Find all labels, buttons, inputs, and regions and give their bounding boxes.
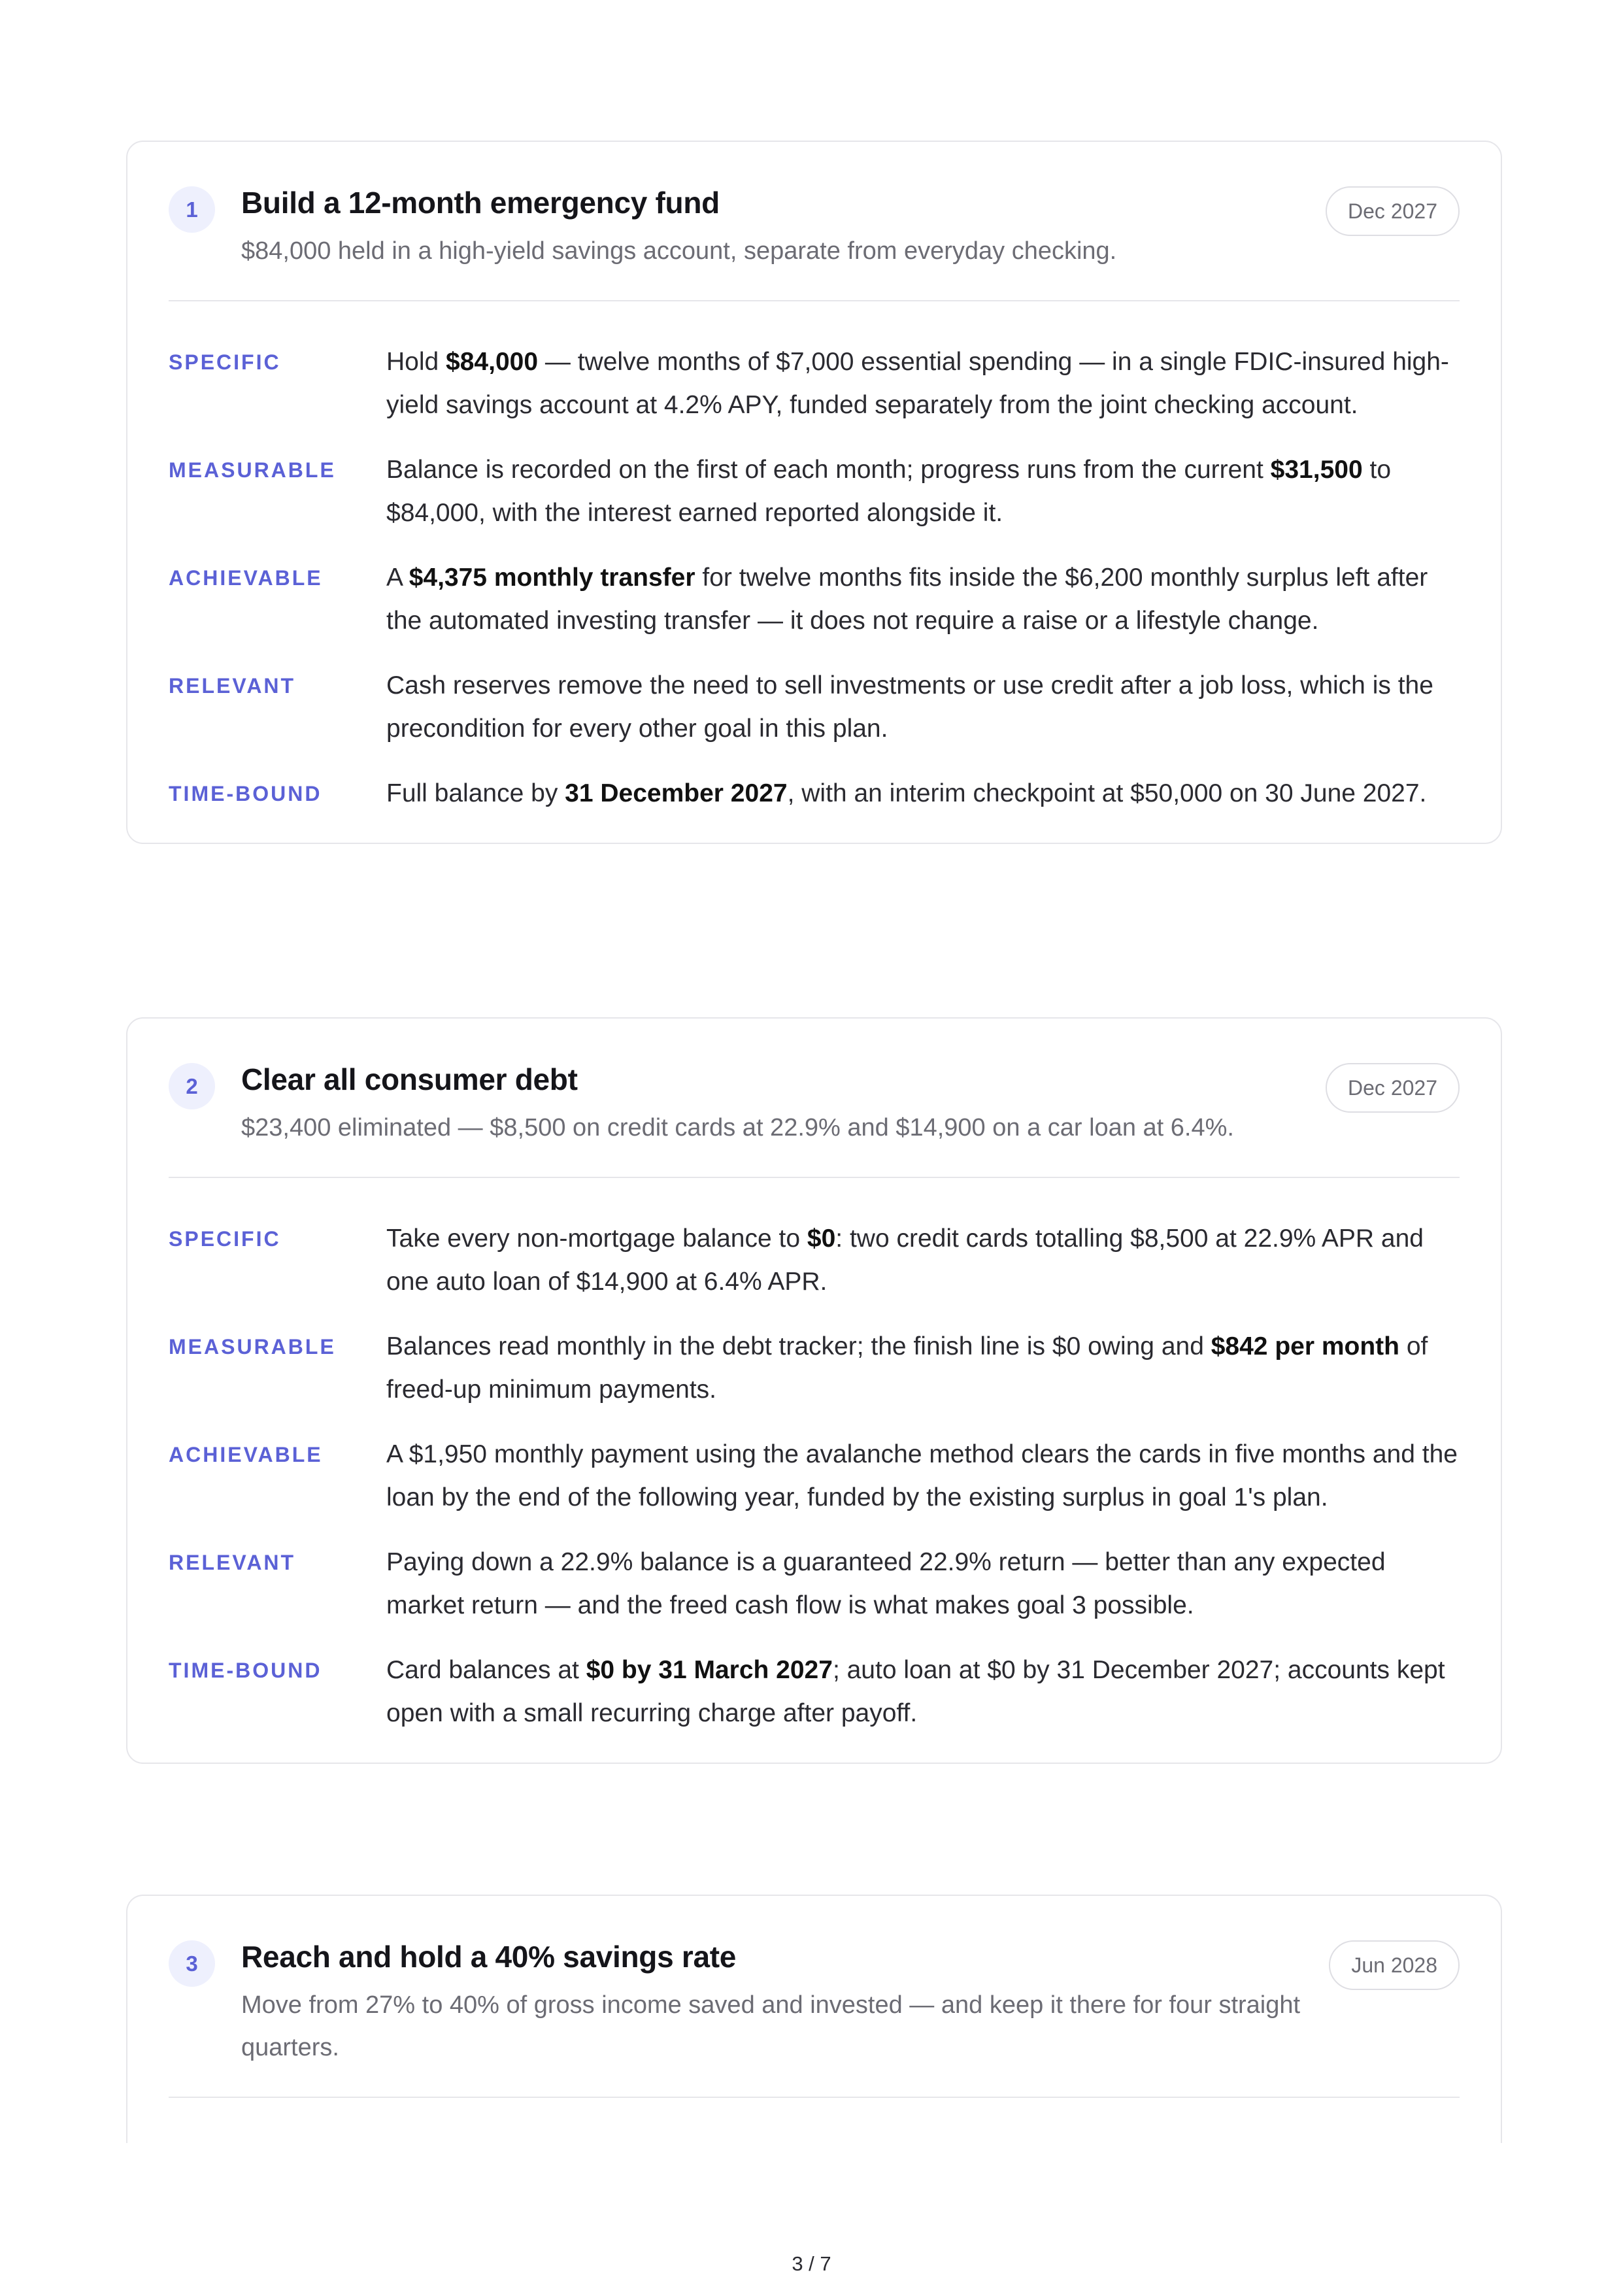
criterion-label: SPECIFIC (169, 350, 281, 374)
criterion-time-bound (169, 1649, 1460, 1735)
criterion-text: A $1,950 monthly payment using the avalanche method clears the cards in five months and the loan by the end of the following year, funded by the existing surplus in goal 1's plan. (386, 1440, 1458, 1511)
criterion-text: Paying down a 22.9% balance is a guaranteed 22.9% return — better than any expected market return — and the freed cash flow is what makes goal 3 possible. (386, 1548, 1386, 1619)
criterion-label: MEASURABLE (169, 458, 336, 482)
criterion-relevant (169, 1541, 1460, 1627)
criterion-time-bound (169, 772, 1460, 815)
criterion-text: Hold $84,000 — twelve months of $7,000 essential spending — in a single FDIC-insured high-yield savings account at 4.2% APY, funded separately from the joint checking account. (386, 348, 1449, 419)
smart-criteria (169, 1178, 1460, 1763)
divider (169, 2097, 1460, 2098)
criterion-specific (169, 1217, 1460, 1304)
criterion-achievable (169, 556, 1460, 643)
criterion-label: SPECIFIC (169, 1227, 281, 1251)
goal-title: Reach and hold a 40% savings rate (241, 1940, 737, 1974)
criterion-text: A $4,375 monthly transfer for twelve months fits inside the $6,200 monthly surplus left after the automated investing transfer — it does not require a raise or a lifestyle change. (386, 564, 1428, 635)
smart-criteria (169, 301, 1460, 843)
criterion-text: Take every non-mortgage balance to $0: two credit cards totalling $8,500 at 22.9% APR and one auto loan of $14,900 at 6.4% APR. (386, 1224, 1424, 1296)
criterion-label: RELEVANT (169, 1551, 296, 1574)
criterion-text: Full balance by 31 December 2027, with an interim checkpoint at $50,000 on 30 June 2027. (386, 779, 1427, 807)
criterion-label: MEASURABLE (169, 1335, 336, 1359)
criterion-label: RELEVANT (169, 674, 296, 698)
deadline-badge: Dec 2027 (1326, 1063, 1460, 1113)
goal-number-badge: 1 (169, 186, 215, 233)
goal-subtitle: $23,400 eliminated — $8,500 on credit cards at 22.9% and $14,900 on a car loan at 6.4%. (241, 1114, 1234, 1141)
criterion-text: Card balances at $0 by 31 March 2027; auto loan at $0 by 31 December 2027; accounts kept open with a small recurring charge after payoff. (386, 1656, 1445, 1727)
criterion-measurable (169, 448, 1460, 535)
deadline-badge: Jun 2028 (1329, 1940, 1460, 1990)
criterion-text: Cash reserves remove the need to sell investments or use credit after a job loss, which is the precondition for every other goal in this plan. (386, 671, 1433, 743)
goal-title: Build a 12-month emergency fund (241, 186, 720, 220)
criterion-specific (169, 341, 1460, 427)
criterion-text: Balance is recorded on the first of each month; progress runs from the current $31,500 to $84,000, with the interest earned reported alongside it. (386, 456, 1392, 527)
goal-number-badge: 2 (169, 1063, 215, 1109)
criterion-measurable (169, 1325, 1460, 1411)
goal-header (169, 1019, 1460, 1149)
criterion-label: ACHIEVABLE (169, 566, 323, 590)
goal-number-badge: 3 (169, 1940, 215, 1987)
deadline-badge: Dec 2027 (1326, 186, 1460, 236)
criterion-achievable (169, 1433, 1460, 1519)
goal-card-2 (126, 1017, 1502, 1764)
goal-header (169, 142, 1460, 273)
goal-subtitle: $84,000 held in a high-yield savings account, separate from everyday checking. (241, 237, 1117, 265)
criterion-label: TIME-BOUND (169, 782, 322, 805)
criterion-text: Balances read monthly in the debt tracker; the finish line is $0 owing and $842 per month of freed-up minimum payments. (386, 1332, 1428, 1404)
criterion-label: ACHIEVABLE (169, 1443, 323, 1466)
goal-subtitle: Move from 27% to 40% of gross income saved and invested — and keep it there for four straight quarters. (241, 1991, 1301, 2061)
criterion-relevant (169, 664, 1460, 751)
criterion-label: TIME-BOUND (169, 1659, 322, 1682)
goal-title: Clear all consumer debt (241, 1062, 578, 1096)
goal-card-1 (126, 141, 1502, 844)
page-number: 3 / 7 (792, 2252, 831, 2275)
goal-header (169, 1896, 1460, 2069)
goal-card-3 (126, 1895, 1502, 2143)
